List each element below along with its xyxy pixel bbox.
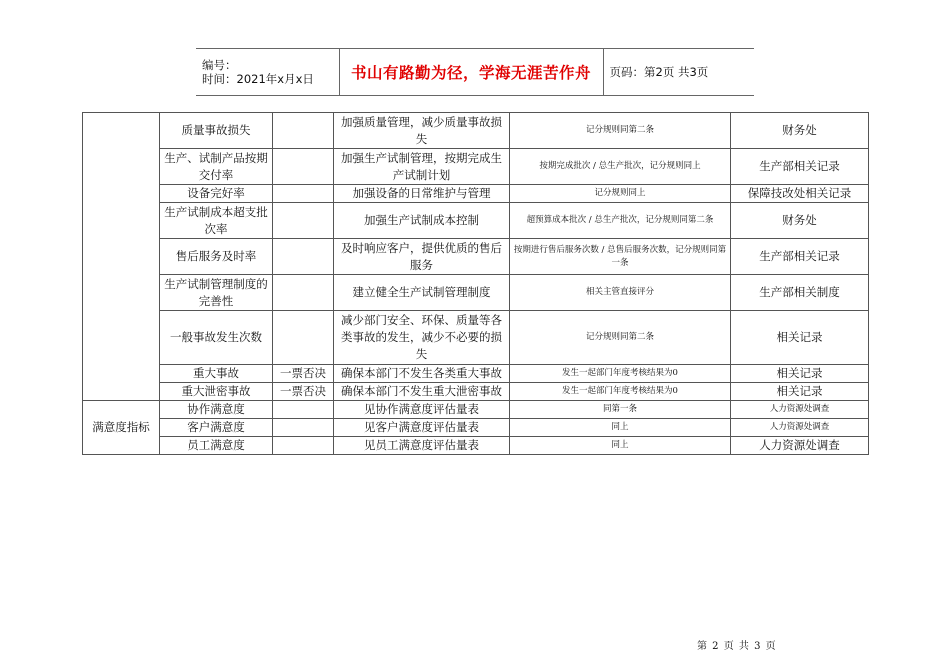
veto-cell xyxy=(273,275,334,311)
document-date: 时间：2021年x月x日 xyxy=(202,72,314,86)
data-source-cell: 生产部相关记录 xyxy=(731,149,869,185)
goal-cell: 加强质量管理，减少质量事故损失 xyxy=(334,113,510,149)
veto-cell: 一票否决 xyxy=(273,365,334,383)
table-row xyxy=(83,437,869,455)
veto-cell xyxy=(273,149,334,185)
veto-cell xyxy=(273,239,334,275)
table-row xyxy=(83,365,869,383)
indicator-name: 重大事故 xyxy=(160,365,273,383)
data-source-cell: 相关记录 xyxy=(731,365,869,383)
goal-cell: 减少部门安全、环保、质量等各类事故的发生，减少不必要的损失 xyxy=(334,311,510,365)
indicator-name: 售后服务及时率 xyxy=(160,239,273,275)
indicator-name: 员工满意度 xyxy=(160,437,273,455)
veto-cell xyxy=(273,401,334,419)
scoring-rule-cell: 记分规则同第二条 xyxy=(510,311,731,365)
category-cell-blank xyxy=(83,113,160,401)
goal-cell: 加强设备的日常维护与管理 xyxy=(334,185,510,203)
veto-cell xyxy=(273,185,334,203)
table-row xyxy=(83,185,869,203)
scoring-rule-cell: 发生一起部门年度考核结果为0 xyxy=(510,365,731,383)
scoring-rule-cell: 记分规则同第二条 xyxy=(510,113,731,149)
goal-cell: 及时响应客户，提供优质的售后服务 xyxy=(334,239,510,275)
table-row xyxy=(83,239,869,275)
header-page-number: 页码：第2页 共3页 xyxy=(603,49,754,96)
document-number-label: 编号： xyxy=(202,58,237,72)
scoring-rule-cell: 按期进行售后服务次数 / 总售后服务次数，记分规则同第一条 xyxy=(510,239,731,275)
page-header xyxy=(196,48,754,96)
data-source-cell: 人力资源处调查 xyxy=(731,437,869,455)
table-row xyxy=(83,203,869,239)
goal-cell: 确保本部门不发生各类重大事故 xyxy=(334,365,510,383)
veto-cell xyxy=(273,203,334,239)
data-source-cell: 人力资源处调查 xyxy=(731,419,869,437)
veto-cell xyxy=(273,419,334,437)
data-source-cell: 相关记录 xyxy=(731,383,869,401)
table-row xyxy=(83,383,869,401)
goal-cell: 见员工满意度评估量表 xyxy=(334,437,510,455)
data-source-cell: 生产部相关记录 xyxy=(731,239,869,275)
table-row xyxy=(83,311,869,365)
data-source-cell: 生产部相关制度 xyxy=(731,275,869,311)
scoring-rule-cell: 发生一起部门年度考核结果为0 xyxy=(510,383,731,401)
scoring-rule-cell: 按期完成批次 / 总生产批次，记分规则同上 xyxy=(510,149,731,185)
veto-cell: 一票否决 xyxy=(273,383,334,401)
scoring-rule-cell: 同第一条 xyxy=(510,401,731,419)
data-source-cell: 财务处 xyxy=(731,113,869,149)
table-row xyxy=(83,113,869,149)
data-source-cell: 人力资源处调查 xyxy=(731,401,869,419)
scoring-rule-cell: 同上 xyxy=(510,419,731,437)
data-source-cell: 保障技改处相关记录 xyxy=(731,185,869,203)
page-footer: 第 2 页 共 3 页 xyxy=(697,641,776,652)
goal-cell: 加强生产试制成本控制 xyxy=(334,203,510,239)
goal-cell: 确保本部门不发生重大泄密事故 xyxy=(334,383,510,401)
indicator-name: 生产、试制产品按期交付率 xyxy=(160,149,273,185)
indicator-name: 协作满意度 xyxy=(160,401,273,419)
veto-cell xyxy=(273,311,334,365)
category-cell-satisfaction: 满意度指标 xyxy=(83,401,160,455)
goal-cell: 见客户满意度评估量表 xyxy=(334,419,510,437)
scoring-rule-cell: 超预算成本批次 / 总生产批次，记分规则同第二条 xyxy=(510,203,731,239)
goal-cell: 建立健全生产试制管理制度 xyxy=(334,275,510,311)
indicator-name: 生产试制成本超支批次率 xyxy=(160,203,273,239)
indicator-name: 生产试制管理制度的完善性 xyxy=(160,275,273,311)
table-row xyxy=(83,419,869,437)
indicator-table xyxy=(82,112,869,455)
table-row xyxy=(83,275,869,311)
veto-cell xyxy=(273,113,334,149)
table-row xyxy=(83,149,869,185)
goal-cell: 见协作满意度评估量表 xyxy=(334,401,510,419)
data-source-cell: 财务处 xyxy=(731,203,869,239)
indicator-name: 质量事故损失 xyxy=(160,113,273,149)
table-row xyxy=(83,401,869,419)
goal-cell: 加强生产试制管理，按期完成生产试制计划 xyxy=(334,149,510,185)
scoring-rule-cell: 同上 xyxy=(510,437,731,455)
indicator-name: 客户满意度 xyxy=(160,419,273,437)
indicator-name: 设备完好率 xyxy=(160,185,273,203)
scoring-rule-cell: 记分规则同上 xyxy=(510,185,731,203)
veto-cell xyxy=(273,437,334,455)
scoring-rule-cell: 相关主管直接评分 xyxy=(510,275,731,311)
data-source-cell: 相关记录 xyxy=(731,311,869,365)
header-motto-cell xyxy=(339,49,603,96)
indicator-name: 一般事故发生次数 xyxy=(160,311,273,365)
header-motto: 书山有路勤为径，学海无涯苦作舟 xyxy=(350,63,591,82)
header-meta xyxy=(196,49,339,96)
indicator-name: 重大泄密事故 xyxy=(160,383,273,401)
